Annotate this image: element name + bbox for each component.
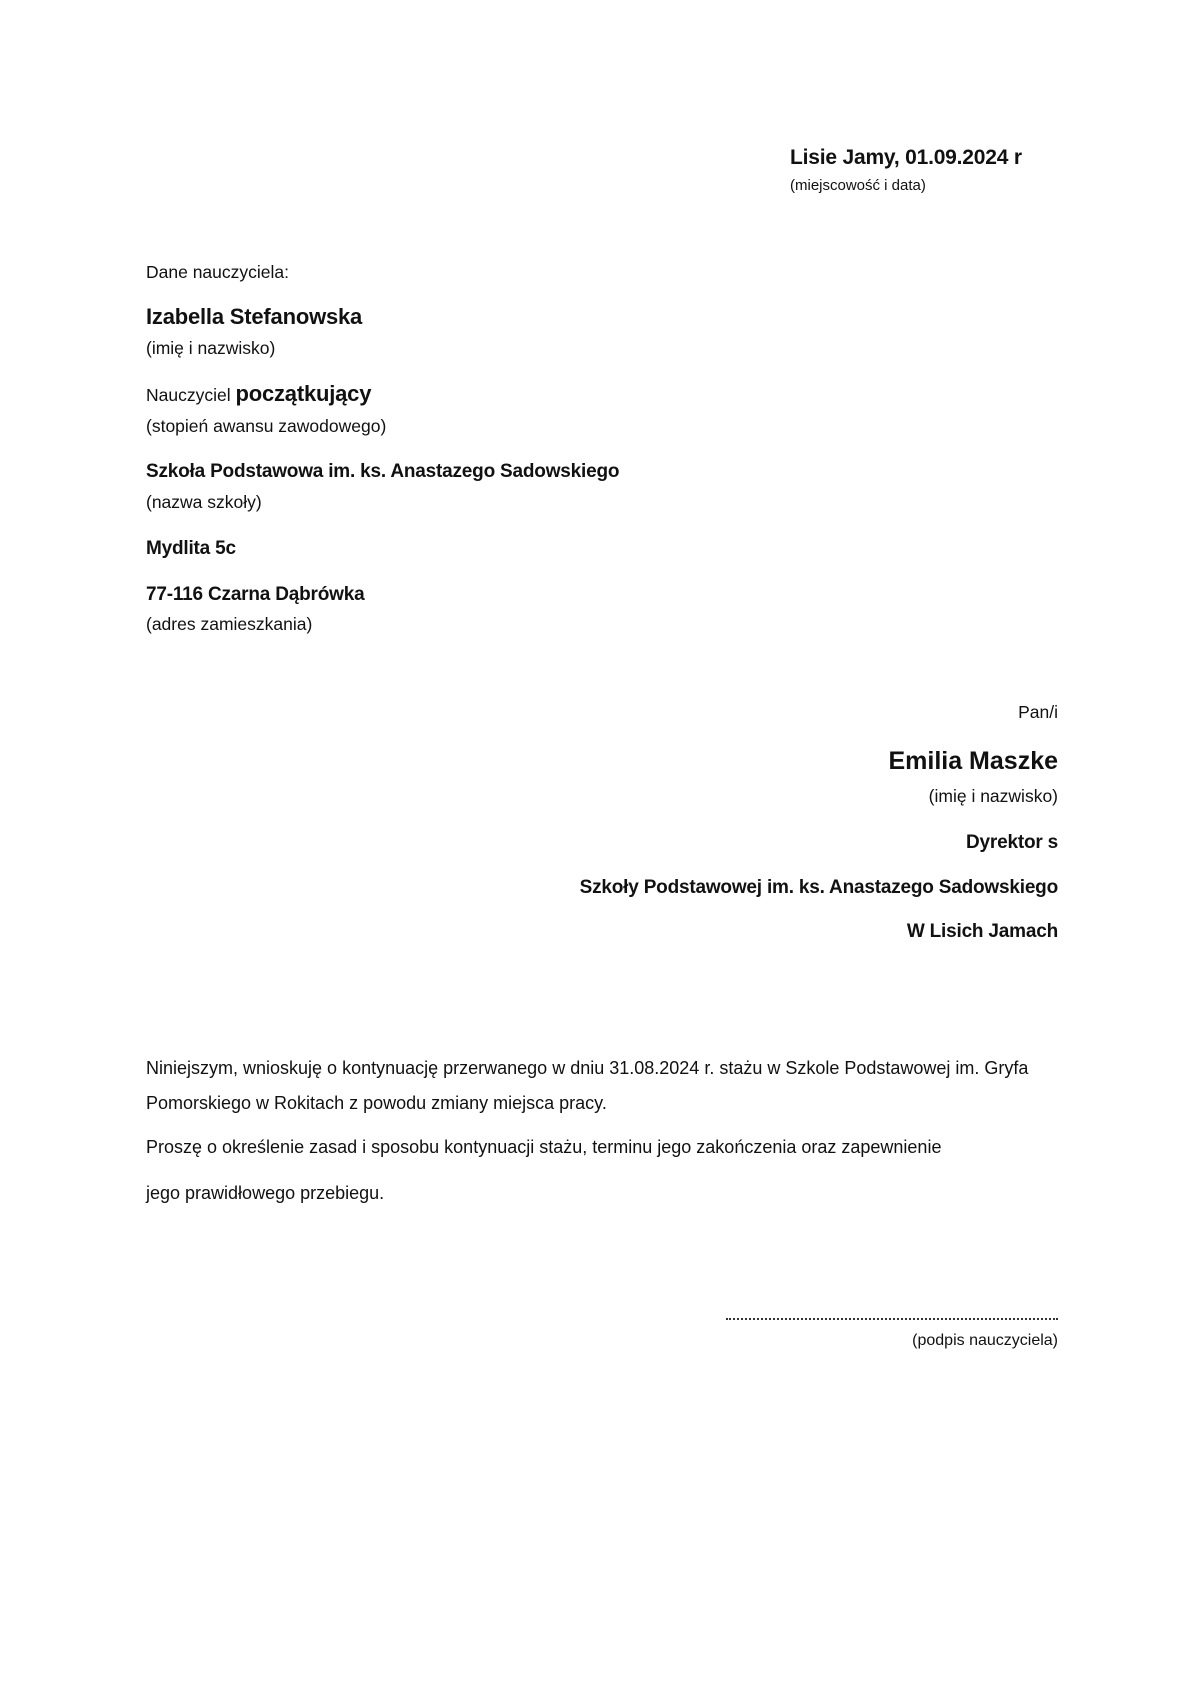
place-date-caption: (miejscowość i data) <box>790 177 926 194</box>
sender-rank-caption: (stopień awansu zawodowego) <box>146 416 387 436</box>
sender-address-caption: (adres zamieszkania) <box>146 614 313 634</box>
sender-school: Szkoła Podstawowa im. ks. Anastazego Sadowskiego <box>146 461 620 482</box>
recipient-location: W Lisich Jamach <box>906 921 1058 942</box>
recipient-title: Dyrektor s <box>966 832 1058 853</box>
sender-heading: Dane nauczyciela: <box>146 262 289 282</box>
sender-street: Mydlita 5c <box>146 538 236 559</box>
place-date: Lisie Jamy, 01.09.2024 r <box>790 146 1022 169</box>
recipient-name: Emilia Maszke <box>888 747 1058 775</box>
sender-city: 77-116 Czarna Dąbrówka <box>146 584 365 605</box>
sender-name: Izabella Stefanowska <box>146 304 363 329</box>
signature-caption: (podpis nauczyciela) <box>912 1332 1058 1349</box>
sender-rank <box>146 381 371 407</box>
sender-school-caption: (nazwa szkoły) <box>146 492 262 512</box>
recipient-salutation: Pan/i <box>1018 702 1058 722</box>
body-paragraph-2-line-1: Proszę o określenie zasad i sposobu kontynuacji stażu, terminu jego zakończenia oraz zapewnienie <box>146 1137 942 1157</box>
sender-rank-prefix: Nauczyciel <box>146 385 236 405</box>
signature-line <box>726 1310 1058 1320</box>
recipient-name-caption: (imię i nazwisko) <box>928 786 1058 806</box>
recipient-school: Szkoły Podstawowej im. ks. Anastazego Sadowskiego <box>579 877 1058 898</box>
body-paragraph-2-line-2: jego prawidłowego przebiegu. <box>146 1183 385 1203</box>
sender-rank-value: początkujący <box>235 381 372 406</box>
sender-name-caption: (imię i nazwisko) <box>146 338 276 358</box>
body-paragraph-1: Niniejszym, wnioskuję o kontynuację przerwanego w dniu 31.08.2024 r. stażu w Szkole Podstawowej im. Gryfa Pomorskiego w Rokitach z powodu zmiany miejsca pracy. <box>146 1058 1029 1113</box>
